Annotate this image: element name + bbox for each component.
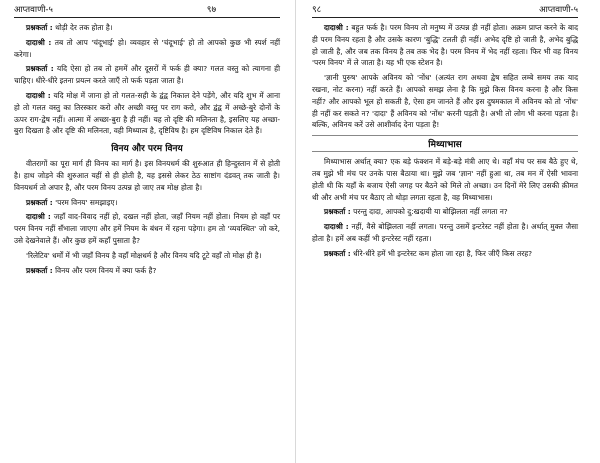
paragraph-text: 'रिलेटिव' धर्मों में भी जहाँ विनय है वहाँ मोक्षधर्म है और विनय यदि टूटे वहाँ तो मोक्ष ही है।: [26, 250, 262, 260]
paragraph-text: वीतरागों का पूरा मार्ग ही विनय का मार्ग है। इस विनयधर्म की शुरुआत ही हिन्दुस्तान में से होती है। हाथ जोड़ने की शुरुआत यहीं से ही होती है, यह इससे लेकर ठेठ साष्टांग दंडवत् तक जाती है। विनयधर्म तो अपार है, और परम विनय उत्पन्न हो जाए तब मोक्ष होता है।: [14, 159, 280, 192]
paragraph-text: विनय और परम विनय में क्या फर्क है?: [52, 265, 157, 275]
answer-paragraph: [14, 158, 280, 193]
paragraph-text: मिथ्याभास अर्थात् क्या? एक बड़े फंक्शन में बड़े-बड़े मंत्री आए थे। वहाँ मंच पर सब बैठे हुए थे, तब मुझे भी मंच पर उनके पास बैठाया था। मुझे जब 'ज्ञान' नहीं हुआ था, तब मन में ऐसी भावना होती थी कि यहाँ के बजाय ऐसी जगह पर बैठने को मिले तो अच्छा। उन दिनों मेरे लिए उसकी क़ीमत थी और अभी मंच पर बैठाए तो थोड़ा लगता रहता है, वह मिथ्याभास।: [312, 157, 578, 202]
answer-paragraph: [14, 250, 280, 262]
paragraph-text: यदि मोक्ष में जाना हो तो गलत-सही के द्वंद्व निकाल देने पड़ेंगे, और यदि शुभ में आना हो तो गलत वस्तु का तिरस्कार करो और अच्छी वस्तु पर राग करो, और द्वंद्व में अच्छे-बुरे दोनों के ऊपर राग-द्वेष नहीं। आत्मा में अच्छा-बुरा है ही नहीं। यह तो दृष्टि की मलिनता है, इसलिए यह अच्छा-बुरा दिखता है और दृष्टि की मलिनता, वही मिथ्यात्व है, दृष्टिविष है। हम दृष्टिविष निकाल देते हैं।: [14, 90, 280, 136]
speaker-label: दादाश्री :: [26, 90, 51, 100]
answer-paragraph: [14, 211, 280, 246]
speaker-label: प्रश्नकर्ता :: [26, 64, 54, 74]
paragraph-text: परन्तु दादा, आपको दु:खदायी या बोझिलता नहीं लगता न?: [350, 207, 508, 217]
section-heading: विनय और परम विनय: [111, 144, 183, 155]
left-page: [0, 0, 286, 463]
speaker-label: प्रश्नकर्ता :: [26, 197, 53, 207]
question-paragraph: [312, 248, 578, 260]
answer-paragraph: [312, 22, 578, 69]
section-heading: मिथ्याभास: [312, 135, 578, 152]
answer-paragraph: [14, 37, 280, 61]
speaker-label: दादाश्री :: [26, 37, 52, 47]
right-page-header: [312, 2, 578, 18]
answer-paragraph: [14, 90, 280, 137]
speaker-label: दादाश्री :: [324, 222, 349, 232]
speaker-label: दादाश्री :: [324, 23, 349, 32]
question-paragraph: [14, 63, 280, 87]
question-paragraph: [14, 197, 280, 209]
left-page-number: ९७: [206, 5, 217, 15]
right-page: [304, 0, 590, 463]
paragraph-text: 'ज्ञानी पुरुष' आपके अविनय को 'नोंध' (अत्यंत राग अथवा द्वेष सहित लम्बे समय तक याद रखना, नोट करना) नहीं करते हैं। आपको समझ लेना है कि मुझे किस विनय करना है और किस नहीं? और आपको भूल हो सकती है, ऐसा हम जानते हैं और इस दुषमकाल में अविनय को तो 'नोंध' ही नहीं कर सकते न? 'दादा' हैं अविनय को 'नोंध' करनी पड़ती है। अभी तो लोग भी करना पड़ता है। बल्कि, अविनय करें उसे आशीर्वाद देना पड़ता है!: [312, 73, 578, 130]
answer-paragraph: [312, 221, 578, 245]
right-page-number: ९८: [312, 5, 322, 15]
paragraph-text: तब तो आप 'चंदूभाई' हो। व्यवहार से 'चंदूभाई' हो तो आपको कुछ भी स्पर्श नहीं करेगा।: [14, 37, 280, 59]
paragraph-text: थोड़ी देर तक होता है।: [52, 23, 113, 32]
left-page-header: [14, 2, 280, 18]
paragraph-text: बहुत फर्क है। परम विनय तो मनुष्य में उत्पन्न ही नहीं होता। अक्रम प्राप्त करने के बाद ही परम विनय रहता है और उसके कारण 'बुद्धि' टलती ही नहीं। अभेद दृष्टि हो जाती है, अभेद बुद्धि हो जाती है, और जब तक विनय है तब तक भेद है। परम विनय में भेद नहीं रहता। फिर भी वह विनय 'परम विनय' में ले जाता है। यह भी एक स्टेशन है।: [312, 23, 579, 68]
answer-paragraph: [312, 156, 578, 203]
left-page-body: [14, 22, 280, 276]
page-gutter: [295, 0, 296, 463]
paragraph-text: 'परम विनय' समझाइए।: [52, 197, 118, 207]
paragraph-text: धीरे-धीरे हमें भी इन्टरेस्ट कम होता जा रहा है, फिर जीएँ किस तरह?: [350, 248, 533, 258]
speaker-label: प्रश्नकर्ता :: [324, 248, 351, 258]
question-paragraph: [14, 22, 280, 34]
speaker-label: प्रश्नकर्ता :: [324, 207, 351, 217]
speaker-label: प्रश्नकर्ता :: [26, 23, 53, 32]
left-header-title: आप्तवाणी-५: [14, 5, 53, 15]
paragraph-text: जहाँ वाद-विवाद नहीं हो, दखल नहीं होता, जहाँ नियम नहीं होता। नियम हो वहाँ पर परम विनय नहीं सँभाला जाएगा और हमें नियम के बंधन में रहना पड़ेगा। हम तो 'व्यवस्थित' जो करे, उसे देखनेवाले हैं। और कुछ हमें कहाँ पुसाता है?: [14, 212, 281, 245]
question-paragraph: [312, 206, 578, 218]
right-header-title: आप्तवाणी-५: [539, 5, 578, 15]
answer-paragraph: [312, 72, 578, 131]
paragraph-text: यदि ऐसा हो तब तो हममें और दूसरों में फर्क ही क्या? गलत वस्तु को त्यागना ही चाहिए। धीरे-धीरे इतना प्रयत्न करते जाएँ तो फर्क पड़ता जाता है।: [14, 64, 280, 86]
paragraph-text: नहीं, वैसे बोझिलता नहीं लगता। परन्तु उसमें इन्टरेस्ट नहीं होता है। अर्थात् मुक्त जैसा होता है। हमें अब कहीं भी इन्टरेस्ट नहीं रहता।: [312, 222, 578, 243]
speaker-label: प्रश्नकर्ता :: [26, 265, 53, 275]
right-page-body: [312, 22, 578, 260]
speaker-label: दादाश्री :: [26, 212, 51, 222]
question-paragraph: [14, 265, 280, 277]
